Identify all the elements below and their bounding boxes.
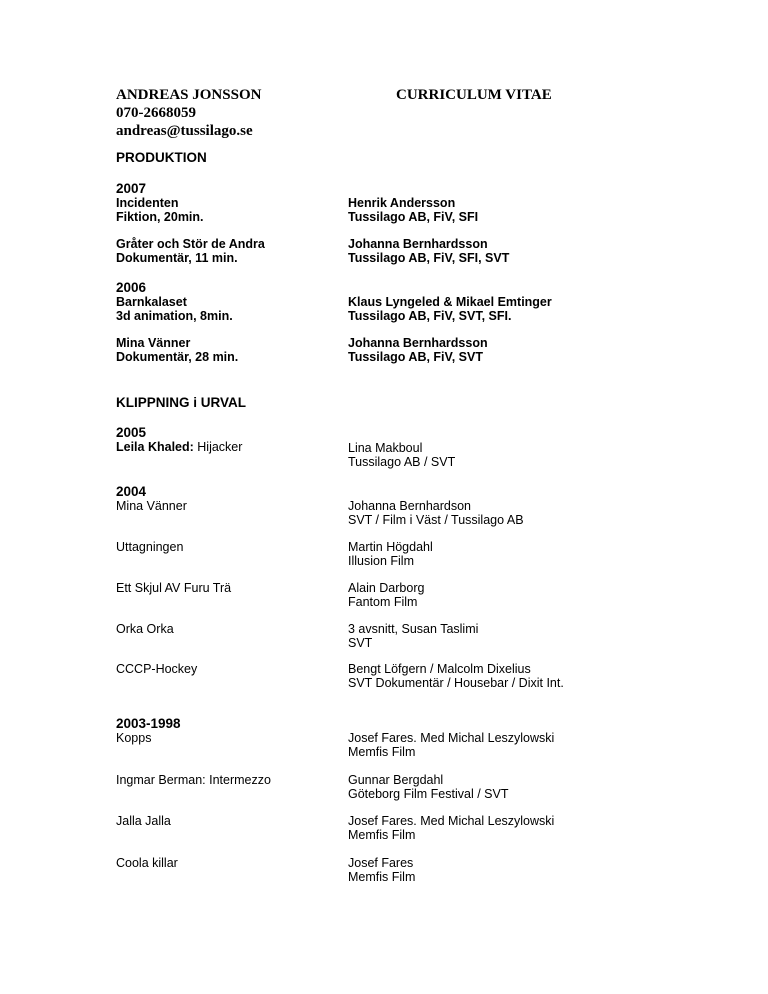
year-heading: 2003-1998 [116,716,181,731]
entry-title-bold: Leila Khaled: [116,440,194,454]
entry-credit: Johanna Bernhardson [348,499,472,513]
entry-title: Mina Vänner [116,499,187,513]
entry-credit: Lina Makboul [348,441,423,455]
entry-title: Ingmar Berman: Intermezzo [116,773,271,787]
entry-title: Coola killar [116,856,178,870]
entry-credit: 3 avsnitt, Susan Taslimi [348,622,479,636]
entry-credit: Josef Fares. Med Michal Leszylowski [348,731,555,745]
entry-title: Mina Vänner [116,336,191,350]
entry-producer: SVT [348,636,373,650]
entry-producer: SVT / Film i Väst / Tussilago AB [348,513,524,527]
entry-title: Orka Orka [116,622,174,636]
year-heading: 2006 [116,280,147,295]
entry-title: Jalla Jalla [116,814,171,828]
entry-title: CCCP-Hockey [116,662,198,676]
entry-credit: Josef Fares. Med Michal Leszylowski [348,814,555,828]
entry-credit: Gunnar Bergdahl [348,773,444,787]
entry-title: Ett Skjul AV Furu Trä [116,581,232,595]
entry-title: Gråter och Stör de Andra [116,237,265,251]
entry-credit: Martin Högdahl [348,540,433,554]
cv-doc-title: CURRICULUM VITAE [396,87,552,103]
entry-producer: Illusion Film [348,554,414,568]
section-heading-klippning: KLIPPNING i URVAL [116,395,247,410]
entry-description: Fiktion, 20min. [116,210,204,224]
cv-email: andreas@tussilago.se [116,123,253,139]
entry-title-rest: Hijacker [193,440,243,454]
entry-producer: Tussilago AB / SVT [348,455,456,469]
entry-title: Barnkalaset [116,295,187,309]
entry-producer: Memfis Film [348,745,416,759]
entry-credit: Johanna Bernhardsson [348,336,488,350]
entry-description: 3d animation, 8min. [116,309,233,323]
entry-credit: Bengt Löfgern / Malcolm Dixelius [348,662,531,676]
entry-description: Dokumentär, 28 min. [116,350,239,364]
entry-credit: Klaus Lyngeled & Mikael Emtinger [348,295,552,309]
year-heading: 2004 [116,484,147,499]
entry-credit: Alain Darborg [348,581,425,595]
entry-producer: SVT Dokumentär / Housebar / Dixit Int. [348,676,564,690]
entry-producer: Tussilago AB, FiV, SVT, SFI. [348,309,512,323]
entry-producer: Memfis Film [348,828,416,842]
entry-credit: Josef Fares [348,856,414,870]
entry-credit: Henrik Andersson [348,196,456,210]
entry-title [116,440,242,454]
entry-producer: Tussilago AB, FiV, SVT [348,350,483,364]
cv-phone: 070-2668059 [116,105,196,121]
year-heading: 2005 [116,425,147,440]
entry-title: Kopps [116,731,152,745]
entry-producer: Fantom Film [348,595,418,609]
entry-credit: Johanna Bernhardsson [348,237,488,251]
entry-producer: Tussilago AB, FiV, SFI, SVT [348,251,510,265]
cv-name: ANDREAS JONSSON [116,87,262,103]
entry-producer: Tussilago AB, FiV, SFI [348,210,479,224]
entry-title: Incidenten [116,196,179,210]
entry-description: Dokumentär, 11 min. [116,251,238,265]
section-heading-produktion: PRODUKTION [116,150,207,165]
entry-producer: Göteborg Film Festival / SVT [348,787,509,801]
entry-producer: Memfis Film [348,870,416,884]
year-heading: 2007 [116,181,147,196]
entry-title: Uttagningen [116,540,184,554]
